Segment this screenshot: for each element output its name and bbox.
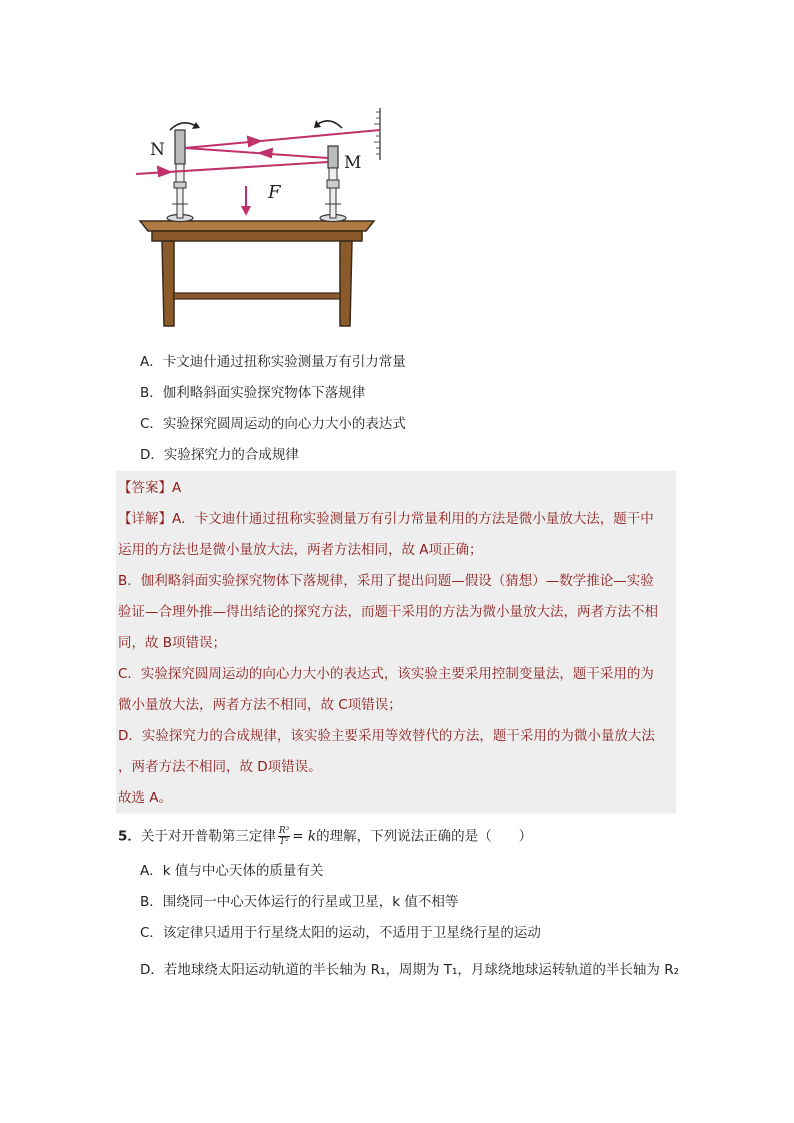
table-crossbar [174, 293, 340, 299]
q5-stem [118, 826, 532, 847]
q4-option-a: A．卡文迪什通过扭称实验测量万有引力常量 [140, 354, 406, 370]
conclusion-line: 故选 A。 [118, 790, 173, 806]
q5-option-b: B．围绕同一中心天体运行的行星或卫星，k 值不相等 [140, 894, 459, 910]
detail-line-5: 同，故 B项错误； [118, 635, 227, 651]
q4-option-b: B．伽利略斜面实验探究物体下落规律 [140, 385, 366, 401]
q5-option-d: D．若地球绕太阳运动轨道的半长轴为 R₁，周期为 T₁，月球绕地球运转轨道的半长轴为 R₂ [140, 962, 680, 978]
table-leg-left [162, 241, 174, 326]
q5-suffix: 的理解，下列说法正确的是（ ） [316, 828, 533, 845]
detail-label: 【详解】 [118, 511, 172, 527]
q4-option-c: C．实验探究圆周运动的向心力大小的表达式 [140, 416, 406, 432]
answer-line [118, 479, 181, 497]
fraction-denominator: T² [279, 837, 289, 847]
mirror-n [175, 130, 185, 164]
detail-line-4: 验证—合理外推—得出结论的探究方法，而题干采用的方法为微小量放大法，两者方法不相 [118, 604, 658, 620]
q5-option-c: C．该定律只适用于行星绕太阳的运动，不适用于卫星绕行星的运动 [140, 925, 541, 941]
experiment-figure [130, 100, 390, 332]
rotation-arrow-m [318, 121, 342, 128]
label-m: M [344, 153, 362, 173]
q5-prefix: 关于对开普勒第三定律 [140, 828, 276, 845]
apparatus-diagram [130, 100, 390, 332]
answer-value: A [172, 480, 182, 496]
answer-label: 【答案】 [118, 480, 172, 496]
fraction-equals-k: = k [292, 828, 317, 845]
mirror-m [328, 146, 338, 168]
label-n: N [150, 140, 165, 160]
detail-line-8: D．实验探究力的合成规律，该实验主要采用等效替代的方法，题干采用的为微小量放大法 [118, 728, 655, 744]
detail-line-2: 运用的方法也是微小量放大法，两者方法相同，故 A项正确； [118, 542, 483, 558]
force-arrow [241, 206, 251, 216]
q5-number: 5． [118, 828, 141, 845]
kepler-fraction [278, 826, 290, 847]
label-f: F [268, 182, 281, 203]
detail-line-1: 【详解】A．卡文迪什通过扭称实验测量万有引力常量利用的方法是微小量放大法，题干中 [118, 511, 654, 527]
fraction-numerator: R³ [278, 826, 290, 836]
detail-line-9: ，两者方法不相同，故 D项错误。 [118, 759, 322, 775]
table-apron [152, 231, 362, 241]
table-leg-right [340, 241, 352, 326]
detail-line-7: 微小量放大法，两者方法不相同，故 C项错误； [118, 697, 402, 713]
q4-option-d: D．实验探究力的合成规律 [140, 447, 299, 463]
q5-option-a: A．k 值与中心天体的质量有关 [140, 863, 324, 879]
table-top [140, 221, 374, 231]
detail-line-6: C．实验探究圆周运动的向心力大小的表达式，该实验主要采用控制变量法，题干采用的为 [118, 666, 654, 682]
detail-line-3: B．伽利略斜面实验探究物体下落规律，采用了提出问题—假设（猜想）—数学推论—实验 [118, 573, 654, 589]
